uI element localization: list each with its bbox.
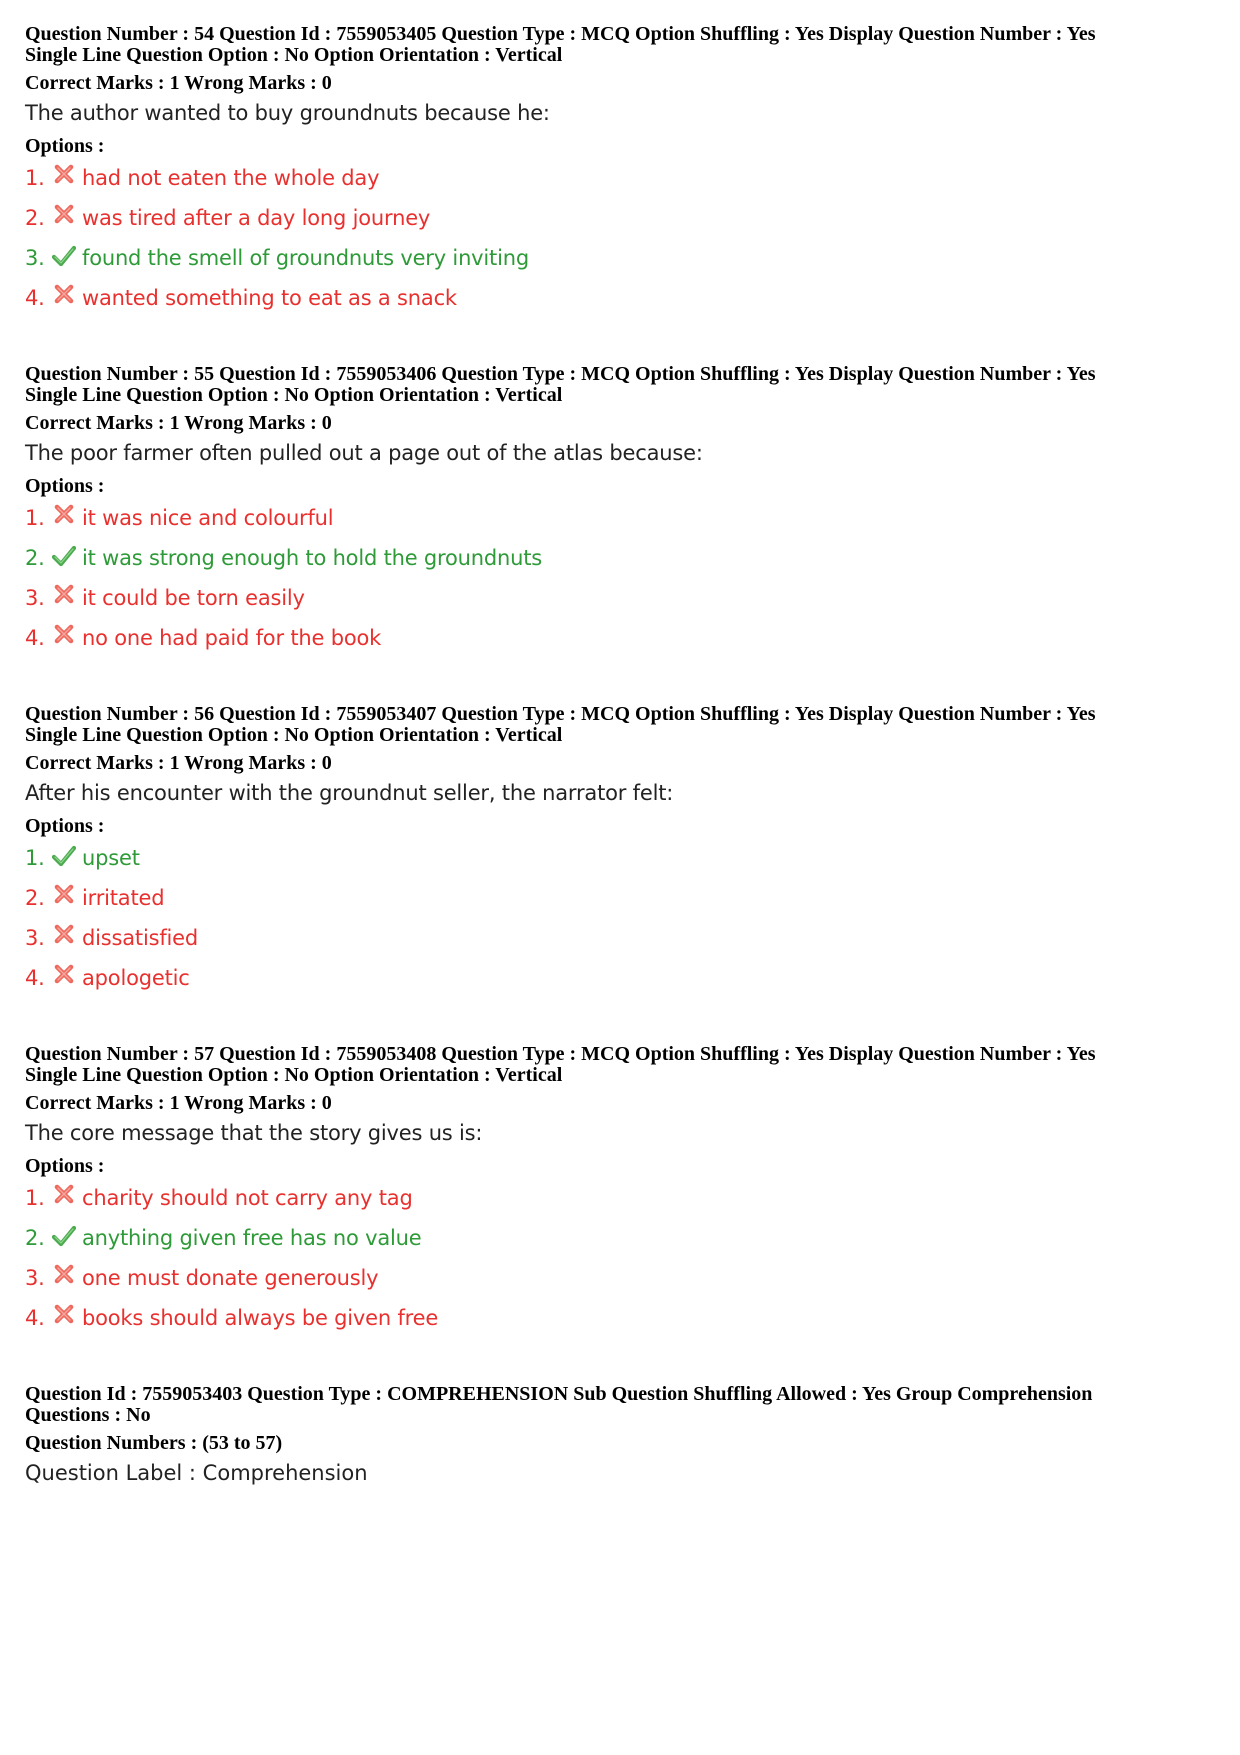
option-text: had not eaten the whole day <box>82 166 380 190</box>
option-text: charity should not carry any tag <box>82 1186 413 1210</box>
option-text: irritated <box>82 886 165 910</box>
option-3 <box>25 243 1215 283</box>
option-1 <box>25 843 1215 883</box>
option-number: 3. <box>25 246 45 270</box>
question-header-line-1: Question Number : 57 Question Id : 7559053408 Question Type : MCQ Option Shuffling : Yes Display Question Number : Yes <box>25 1043 1096 1065</box>
question-text: The poor farmer often pulled out a page out of the atlas because: <box>25 441 703 465</box>
option-number: 4. <box>25 626 45 650</box>
option-text: dissatisfied <box>82 926 199 950</box>
cross-icon <box>52 1304 76 1328</box>
options-label: Options : <box>25 1155 105 1177</box>
option-4 <box>25 963 1215 1003</box>
cross-icon <box>52 884 76 908</box>
option-3 <box>25 923 1215 963</box>
question-header <box>25 364 1215 406</box>
question-label: Question Label : Comprehension <box>25 1461 368 1485</box>
check-icon <box>52 244 76 268</box>
cross-icon <box>52 964 76 988</box>
comprehension-block <box>25 1384 1215 1487</box>
option-text: upset <box>82 846 140 870</box>
option-1 <box>25 1183 1215 1223</box>
options-list <box>25 843 1215 1003</box>
option-text: was tired after a day long journey <box>82 206 431 230</box>
options-label: Options : <box>25 475 105 497</box>
option-number: 2. <box>25 886 45 910</box>
cross-icon <box>52 504 76 528</box>
question-header-line-1: Question Number : 56 Question Id : 7559053407 Question Type : MCQ Option Shuffling : Yes Display Question Number : Yes <box>25 703 1096 725</box>
option-text: found the smell of groundnuts very inviting <box>82 246 529 270</box>
check-icon <box>52 544 76 568</box>
cross-icon <box>52 1264 76 1288</box>
marks-line: Correct Marks : 1 Wrong Marks : 0 <box>25 1092 332 1114</box>
marks-line: Correct Marks : 1 Wrong Marks : 0 <box>25 752 332 774</box>
question-text: The author wanted to buy groundnuts because he: <box>25 101 550 125</box>
option-4 <box>25 1303 1215 1343</box>
marks-line: Correct Marks : 1 Wrong Marks : 0 <box>25 412 332 434</box>
option-number: 2. <box>25 206 45 230</box>
option-2 <box>25 1223 1215 1263</box>
option-text: it could be torn easily <box>82 586 305 610</box>
options-label: Options : <box>25 815 105 837</box>
option-number: 2. <box>25 546 45 570</box>
question-header-line-2: Single Line Question Option : No Option Orientation : Vertical <box>25 384 563 406</box>
option-number: 1. <box>25 506 45 530</box>
question-text: After his encounter with the groundnut seller, the narrator felt: <box>25 781 674 805</box>
cross-icon <box>52 1184 76 1208</box>
question-54 <box>25 24 1215 323</box>
options-list <box>25 163 1215 323</box>
option-text: books should always be given free <box>82 1306 439 1330</box>
cross-icon <box>52 284 76 308</box>
option-number: 3. <box>25 1266 45 1290</box>
option-text: it was nice and colourful <box>82 506 334 530</box>
cross-icon <box>52 204 76 228</box>
question-header-line-2: Single Line Question Option : No Option Orientation : Vertical <box>25 1064 563 1086</box>
question-header-line-2: Single Line Question Option : No Option Orientation : Vertical <box>25 724 563 746</box>
question-header-line-1: Question Number : 55 Question Id : 7559053406 Question Type : MCQ Option Shuffling : Yes Display Question Number : Yes <box>25 363 1096 385</box>
question-57 <box>25 1044 1215 1343</box>
question-header <box>25 24 1215 66</box>
option-1 <box>25 163 1215 203</box>
check-icon <box>52 1224 76 1248</box>
option-number: 1. <box>25 1186 45 1210</box>
cross-icon <box>52 164 76 188</box>
option-text: one must donate generously <box>82 1266 379 1290</box>
option-3 <box>25 1263 1215 1303</box>
option-number: 1. <box>25 166 45 190</box>
option-2 <box>25 203 1215 243</box>
question-56 <box>25 704 1215 1003</box>
option-1 <box>25 503 1215 543</box>
option-text: no one had paid for the book <box>82 626 382 650</box>
option-number: 3. <box>25 926 45 950</box>
comprehension-header <box>25 1384 1215 1426</box>
question-text: The core message that the story gives us is: <box>25 1121 483 1145</box>
options-list <box>25 503 1215 663</box>
option-text: wanted something to eat as a snack <box>82 286 457 310</box>
option-number: 4. <box>25 286 45 310</box>
option-text: it was strong enough to hold the groundnuts <box>82 546 543 570</box>
option-number: 4. <box>25 966 45 990</box>
question-header <box>25 1044 1215 1086</box>
cross-icon <box>52 584 76 608</box>
option-number: 2. <box>25 1226 45 1250</box>
options-list <box>25 1183 1215 1343</box>
question-header <box>25 704 1215 746</box>
question-55 <box>25 364 1215 663</box>
option-3 <box>25 583 1215 623</box>
question-header-line-2: Single Line Question Option : No Option Orientation : Vertical <box>25 44 563 66</box>
option-2 <box>25 543 1215 583</box>
comprehension-header-line-2: Questions : No <box>25 1404 151 1426</box>
check-icon <box>52 844 76 868</box>
option-4 <box>25 623 1215 663</box>
comprehension-header-line-1: Question Id : 7559053403 Question Type : COMPREHENSION Sub Question Shuffling Allowed : Yes Group Comprehension <box>25 1383 1093 1405</box>
cross-icon <box>52 924 76 948</box>
option-number: 1. <box>25 846 45 870</box>
options-label: Options : <box>25 135 105 157</box>
option-text: anything given free has no value <box>82 1226 422 1250</box>
option-2 <box>25 883 1215 923</box>
question-header-line-1: Question Number : 54 Question Id : 7559053405 Question Type : MCQ Option Shuffling : Yes Display Question Number : Yes <box>25 23 1096 45</box>
option-text: apologetic <box>82 966 190 990</box>
option-number: 3. <box>25 586 45 610</box>
cross-icon <box>52 624 76 648</box>
question-paper <box>25 24 1215 1528</box>
marks-line: Correct Marks : 1 Wrong Marks : 0 <box>25 72 332 94</box>
question-numbers: Question Numbers : (53 to 57) <box>25 1432 283 1454</box>
option-4 <box>25 283 1215 323</box>
option-number: 4. <box>25 1306 45 1330</box>
